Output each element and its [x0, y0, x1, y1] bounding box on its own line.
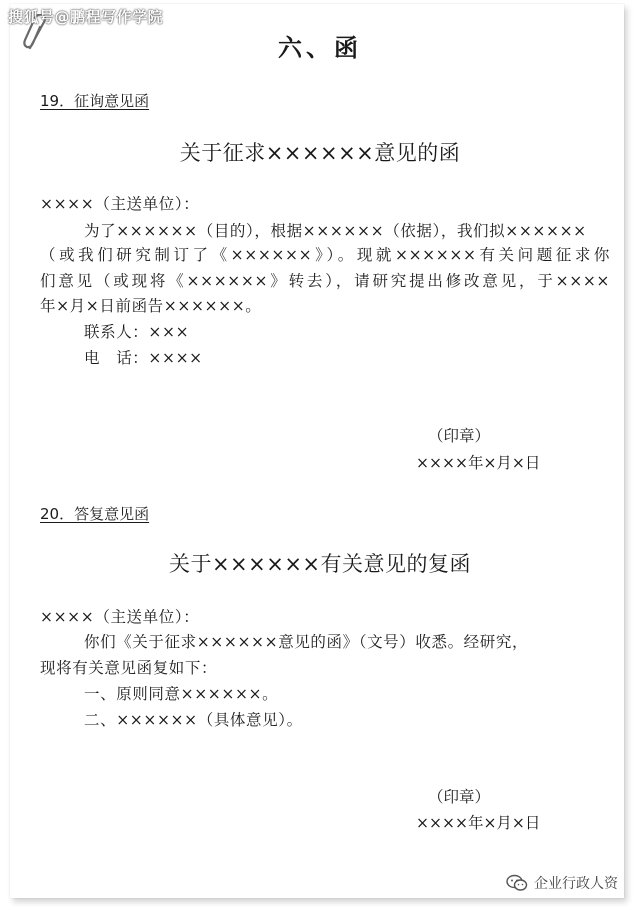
watermark: 搜狐号@鹏程写作学院: [8, 8, 164, 26]
date-20: ××××年×月×日: [416, 814, 541, 832]
footer-source: [506, 873, 618, 893]
phone-line: 电 话：××××: [84, 349, 203, 367]
letter-title-19: 关于征求××××××意见的函: [179, 141, 461, 165]
body-line: （或我们研究制订了《××××××》）。现就××××××有关问题征求你: [40, 246, 610, 264]
seal-placeholder-20: （印章）: [428, 788, 491, 806]
addressee-19: ××××（主送单位）：: [40, 195, 200, 213]
body-line: 年×月×日前函告××××××。: [40, 297, 262, 315]
page-title: 六、函: [278, 33, 362, 62]
wechat-icon: [506, 874, 528, 892]
date-19: ××××年×月×日: [416, 454, 541, 472]
body-line: 现将有关意见函复如下：: [40, 659, 218, 677]
account-name: 企业行政人资: [534, 876, 618, 892]
contact-line: 联系人：×××: [84, 323, 190, 341]
section-heading-20: 20．答复意见函: [40, 505, 150, 523]
addressee-20: ××××（主送单位）：: [40, 608, 200, 626]
body-line: 们意见（或现将《××××××》转去），请研究提出修改意见，于××××: [40, 272, 610, 290]
body-line: 你们《关于征求××××××意见的函》（文号）收悉。经研究，: [84, 633, 529, 651]
body-line: 为了××××××（目的），根据××××××（依据），我们拟××××××: [84, 222, 587, 240]
list-item: 二、××××××（具体意见）。: [84, 711, 303, 729]
seal-placeholder-19: （印章）: [428, 427, 491, 445]
section-heading-19: 19．征询意见函: [40, 92, 150, 110]
letter-title-20: 关于××××××有关意见的复函: [168, 552, 472, 576]
list-item: 一、原则同意××××××。: [84, 685, 279, 703]
